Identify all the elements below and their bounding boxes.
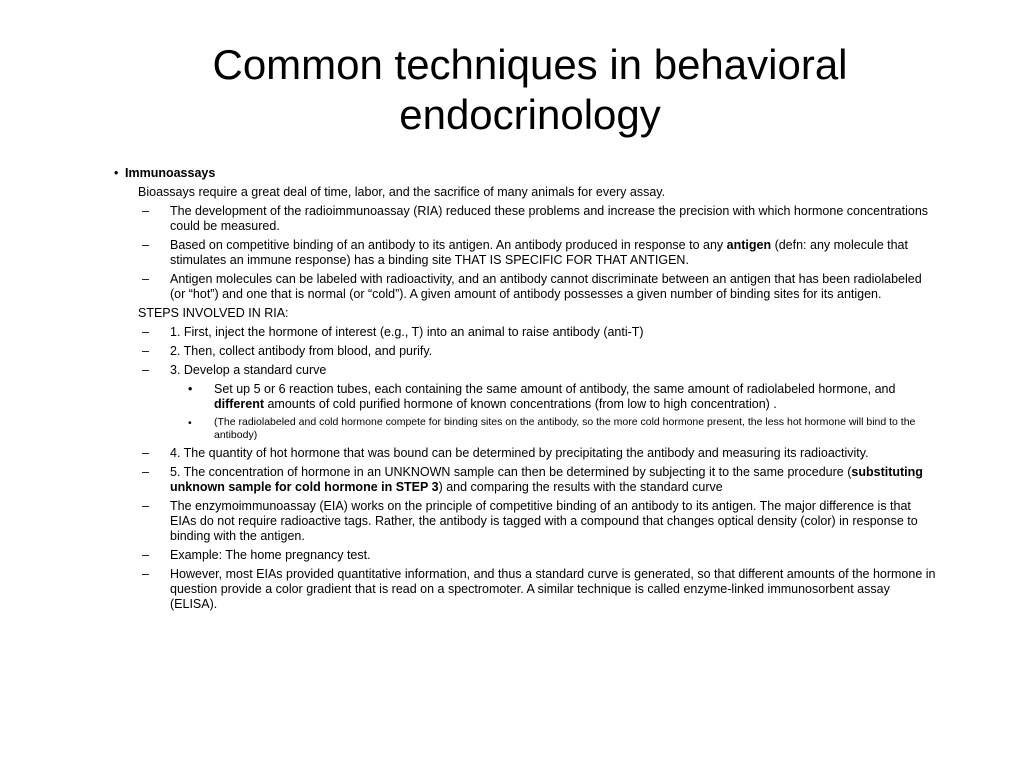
dash-mark: – [142, 344, 149, 358]
dash-mark: – [142, 446, 149, 460]
item-elisa [0, 567, 1024, 612]
heading-immunoassays: Immunoassays [125, 166, 216, 180]
text-segment: Based on competitive binding of an antibody to its antigen. An antibody produced in response to any [170, 238, 727, 252]
step-3-text: 3. Develop a standard curve [170, 363, 327, 377]
eia-text: The enzymoimmunoassay (EIA) works on the principle of competitive binding of an antibody to its antigen. The major difference is that EIAs do not require radioactive tags. Rather, the antibody is tagged with a compound that changes optical density (color) in response to binding with the antigen. [170, 499, 918, 543]
item-step-3-sub-2 [0, 416, 1024, 442]
item-antigen-labeled [0, 272, 1024, 302]
competitive-binding-text [170, 238, 940, 268]
paragraph-bioassays [0, 185, 1024, 200]
bullet-mark: • [188, 382, 193, 396]
dash-mark: – [142, 567, 149, 581]
antigen-labeled-text: Antigen molecules can be labeled with radioactivity, and an antibody cannot discriminate between an antigen that has been radiolabeled (or “hot”) and one that is normal (or “cold”). A given amount of antibody possesses a given number of binding sites for its antigen. [170, 272, 922, 301]
step-1-text: 1. First, inject the hormone of interest (e.g., T) into an animal to raise antibody (anti-T) [170, 325, 644, 339]
item-step-3 [0, 363, 1024, 378]
item-eia [0, 499, 1024, 544]
slide-title-line-1: Common techniques in behavioral [212, 41, 848, 88]
dash-mark: – [142, 548, 149, 562]
dash-mark: – [142, 465, 149, 479]
item-step-5 [0, 465, 1024, 495]
text-segment: 5. The concentration of hormone in an UNKNOWN sample can then be determined by subjecting it to the same procedure ( [170, 465, 852, 479]
bullet-mark: • [114, 166, 119, 180]
dash-mark: – [142, 499, 149, 513]
elisa-text: However, most EIAs provided quantitative information, and thus a standard curve is generated, so that different amounts of the hormone in question provide a color gradient that is read on a spectromoter. A similar technique is called enzyme-linked immunosorbent assay (ELISA). [170, 567, 936, 611]
step-3-sub-2-text: (The radiolabeled and cold hormone compete for binding sites on the antibody, so the more cold hormone present, the less hot hormone will bind to the antibody) [214, 416, 916, 441]
steps-heading: STEPS INVOLVED IN RIA: [138, 306, 289, 320]
step-5-text [170, 465, 940, 495]
item-step-1 [0, 325, 1024, 340]
item-example [0, 548, 1024, 563]
example-text: Example: The home pregnancy test. [170, 548, 371, 562]
intro-text: Bioassays require a great deal of time, labor, and the sacrifice of many animals for every assay. [138, 185, 666, 199]
item-step-4 [0, 446, 1024, 461]
dash-mark: – [142, 204, 149, 218]
bold-antigen: antigen [726, 238, 772, 252]
slide-content [0, 166, 1024, 616]
dash-mark: – [142, 238, 149, 252]
item-ria-development [0, 204, 1024, 234]
bullet-immunoassays [0, 166, 1024, 181]
step-3-sub-1-text [214, 382, 940, 412]
text-segment: amounts of cold purified hormone of known concentrations (from low to high concentration) . [264, 397, 777, 411]
text-segment: ) and comparing the results with the standard curve [438, 480, 723, 494]
slide-title [150, 40, 910, 140]
ria-development-text: The development of the radioimmunoassay (RIA) reduced these problems and increase the precision with which hormone concentrations could be measured. [170, 204, 929, 233]
dash-mark: – [142, 363, 149, 377]
dash-mark: – [142, 272, 149, 286]
dash-mark: – [142, 325, 149, 339]
item-step-3-sub-1 [0, 382, 1024, 412]
item-competitive-binding [0, 238, 1024, 268]
item-step-2 [0, 344, 1024, 359]
slide-title-line-2: endocrinology [399, 91, 661, 138]
bullet-mark: • [188, 417, 192, 429]
bold-different: different [214, 397, 264, 411]
text-segment: Set up 5 or 6 reaction tubes, each containing the same amount of antibody, the same amount of radiolabeled hormone, and [214, 382, 896, 396]
paragraph-steps-heading [0, 306, 1024, 321]
text-segment: (defn: any molecule that stimulates an immune response) has a binding site THAT IS SPECIFIC FOR THAT ANTIGEN. [170, 238, 908, 267]
step-4-text: 4. The quantity of hot hormone that was bound can be determined by precipitating the antibody and measuring its radioactivity. [170, 446, 869, 460]
step-2-text: 2. Then, collect antibody from blood, and purify. [170, 344, 433, 358]
bold-substituting: substituting unknown sample for cold hormone in STEP 3 [170, 465, 923, 494]
